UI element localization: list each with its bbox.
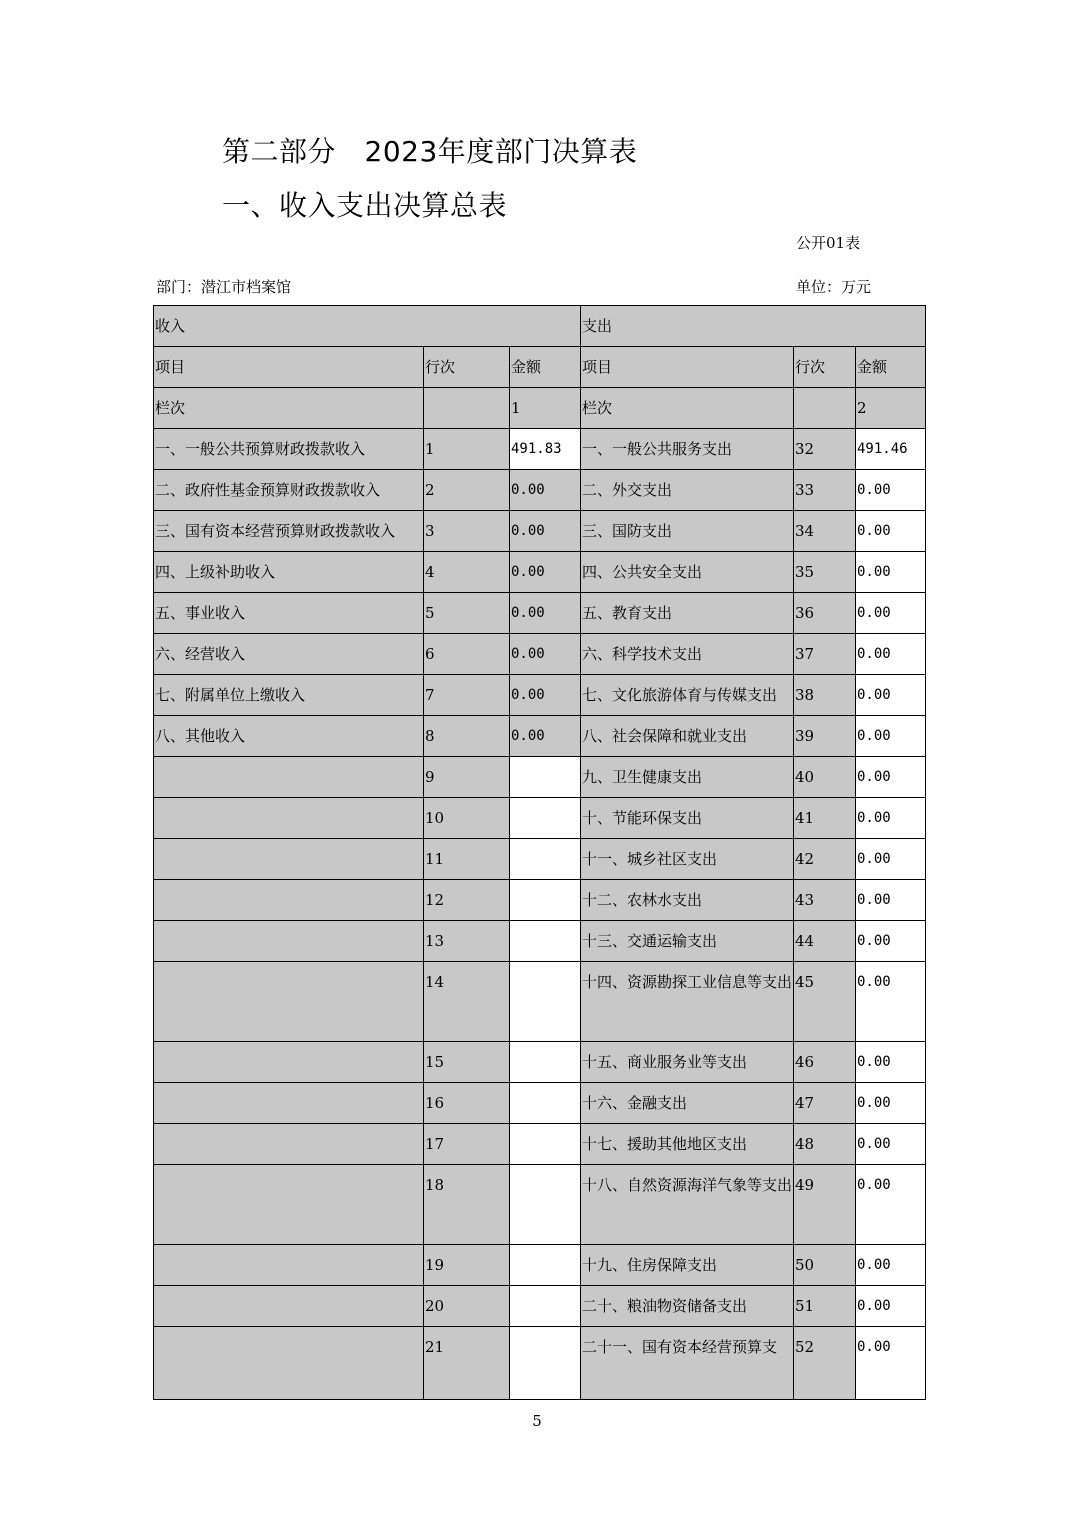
table-row [154, 593, 926, 634]
table-section-header [154, 306, 926, 347]
expense-row-cell: 33 [794, 470, 856, 511]
income-row-cell: 8 [424, 716, 510, 757]
expense-item-cell: 五、教育支出 [581, 593, 794, 634]
table-row [154, 1042, 926, 1083]
income-amount-cell: 0.00 [510, 593, 581, 634]
table-column-header [154, 347, 926, 388]
expense-item-cell: 十一、城乡社区支出 [581, 839, 794, 880]
table-row [154, 921, 926, 962]
expense-amount-cell: 0.00 [856, 880, 926, 921]
expense-item-cell: 十六、金融支出 [581, 1083, 794, 1124]
income-row-cell: 10 [424, 798, 510, 839]
income-amount-cell [510, 880, 581, 921]
table-row [154, 634, 926, 675]
table-row [154, 1083, 926, 1124]
expense-amount-cell: 0.00 [856, 798, 926, 839]
section-title: 一、收入支出决算总表 [222, 189, 508, 222]
table-row [154, 839, 926, 880]
income-amount-cell [510, 962, 581, 1042]
expense-amount-cell: 0.00 [856, 511, 926, 552]
income-amount-cell [510, 1083, 581, 1124]
expense-row-cell: 43 [794, 880, 856, 921]
income-item-cell: 八、其他收入 [154, 716, 424, 757]
income-item-cell [154, 757, 424, 798]
income-row-cell: 20 [424, 1286, 510, 1327]
expense-row-blank [794, 388, 856, 429]
expense-amount-cell: 0.00 [856, 675, 926, 716]
expense-row-cell: 38 [794, 675, 856, 716]
income-amount-cell [510, 1245, 581, 1286]
table-row [154, 1245, 926, 1286]
income-column-number: 1 [510, 388, 581, 429]
expense-item-cell: 九、卫生健康支出 [581, 757, 794, 798]
table-row [154, 511, 926, 552]
income-row-cell: 19 [424, 1245, 510, 1286]
expense-item-cell: 十五、商业服务业等支出 [581, 1042, 794, 1083]
expense-header: 支出 [581, 306, 926, 347]
expense-item-cell: 三、国防支出 [581, 511, 794, 552]
form-number: 公开01表 [796, 234, 861, 252]
table-row [154, 1165, 926, 1245]
expense-column-label: 栏次 [581, 388, 794, 429]
expense-row-cell: 52 [794, 1327, 856, 1400]
page-number: 5 [532, 1412, 542, 1430]
expense-item-cell: 十八、自然资源海洋气象等支出 [581, 1165, 794, 1245]
income-row-cell: 3 [424, 511, 510, 552]
income-item-cell [154, 921, 424, 962]
expense-item-cell: 十四、资源勘探工业信息等支出 [581, 962, 794, 1042]
expense-item-cell: 八、社会保障和就业支出 [581, 716, 794, 757]
table-row [154, 470, 926, 511]
expense-amount-cell: 0.00 [856, 716, 926, 757]
expense-item-cell: 一、一般公共服务支出 [581, 429, 794, 470]
table-row [154, 429, 926, 470]
income-item-header: 项目 [154, 347, 424, 388]
expense-amount-cell: 491.46 [856, 429, 926, 470]
expense-amount-cell: 0.00 [856, 757, 926, 798]
expense-row-cell: 40 [794, 757, 856, 798]
income-amount-header: 金额 [510, 347, 581, 388]
income-item-cell [154, 1165, 424, 1245]
page-title: 第二部分 2023年度部门决算表 [222, 135, 638, 168]
income-item-cell: 二、政府性基金预算财政拨款收入 [154, 470, 424, 511]
income-amount-cell: 0.00 [510, 470, 581, 511]
expense-item-cell: 十九、住房保障支出 [581, 1245, 794, 1286]
expense-row-cell: 47 [794, 1083, 856, 1124]
expense-amount-cell: 0.00 [856, 552, 926, 593]
income-row-cell: 21 [424, 1327, 510, 1400]
income-amount-cell [510, 1165, 581, 1245]
expense-row-cell: 48 [794, 1124, 856, 1165]
income-item-cell: 一、一般公共预算财政拨款收入 [154, 429, 424, 470]
expense-row-cell: 32 [794, 429, 856, 470]
expense-amount-cell: 0.00 [856, 1083, 926, 1124]
income-amount-cell [510, 839, 581, 880]
expense-item-cell: 二十一、国有资本经营预算支 [581, 1327, 794, 1400]
expense-item-cell: 十、节能环保支出 [581, 798, 794, 839]
expense-amount-cell: 0.00 [856, 1042, 926, 1083]
income-amount-cell: 0.00 [510, 675, 581, 716]
income-amount-cell [510, 1124, 581, 1165]
income-row-cell: 9 [424, 757, 510, 798]
expense-amount-cell: 0.00 [856, 1286, 926, 1327]
expense-row-header: 行次 [794, 347, 856, 388]
income-row-cell: 5 [424, 593, 510, 634]
expense-amount-cell: 0.00 [856, 1165, 926, 1245]
table-column-number-row [154, 388, 926, 429]
expense-amount-cell: 0.00 [856, 634, 926, 675]
income-amount-cell: 0.00 [510, 716, 581, 757]
table-row [154, 1124, 926, 1165]
expense-amount-cell: 0.00 [856, 839, 926, 880]
income-item-cell [154, 1245, 424, 1286]
unit-label: 单位：万元 [796, 278, 872, 296]
expense-item-cell: 四、公共安全支出 [581, 552, 794, 593]
income-amount-cell: 0.00 [510, 511, 581, 552]
income-amount-cell: 491.83 [510, 429, 581, 470]
table-row [154, 1327, 926, 1400]
income-row-header: 行次 [424, 347, 510, 388]
table-row [154, 1286, 926, 1327]
expense-item-header: 项目 [581, 347, 794, 388]
income-row-cell: 16 [424, 1083, 510, 1124]
income-row-cell: 1 [424, 429, 510, 470]
table-row [154, 552, 926, 593]
expense-row-cell: 45 [794, 962, 856, 1042]
income-amount-cell [510, 1286, 581, 1327]
expense-amount-cell: 0.00 [856, 921, 926, 962]
income-item-cell [154, 1042, 424, 1083]
expense-row-cell: 34 [794, 511, 856, 552]
income-row-blank [424, 388, 510, 429]
expense-amount-cell: 0.00 [856, 1327, 926, 1400]
income-item-cell [154, 880, 424, 921]
income-amount-cell [510, 798, 581, 839]
expense-row-cell: 51 [794, 1286, 856, 1327]
expense-row-cell: 37 [794, 634, 856, 675]
expense-item-cell: 六、科学技术支出 [581, 634, 794, 675]
income-row-cell: 18 [424, 1165, 510, 1245]
income-item-cell: 四、上级补助收入 [154, 552, 424, 593]
expense-item-cell: 二、外交支出 [581, 470, 794, 511]
income-row-cell: 15 [424, 1042, 510, 1083]
expense-row-cell: 49 [794, 1165, 856, 1245]
income-row-cell: 7 [424, 675, 510, 716]
income-row-cell: 11 [424, 839, 510, 880]
income-header: 收入 [154, 306, 581, 347]
expense-amount-cell: 0.00 [856, 470, 926, 511]
expense-amount-cell: 0.00 [856, 1124, 926, 1165]
table-row [154, 798, 926, 839]
income-item-cell: 六、经营收入 [154, 634, 424, 675]
table-row [154, 716, 926, 757]
income-amount-cell [510, 1042, 581, 1083]
expense-amount-header: 金额 [856, 347, 926, 388]
expense-row-cell: 39 [794, 716, 856, 757]
expense-row-cell: 36 [794, 593, 856, 634]
income-item-cell [154, 1327, 424, 1400]
income-expense-table [153, 305, 926, 1400]
income-item-cell: 三、国有资本经营预算财政拨款收入 [154, 511, 424, 552]
income-row-cell: 2 [424, 470, 510, 511]
income-item-cell [154, 798, 424, 839]
income-item-cell: 五、事业收入 [154, 593, 424, 634]
income-column-label: 栏次 [154, 388, 424, 429]
income-row-cell: 14 [424, 962, 510, 1042]
income-item-cell [154, 839, 424, 880]
income-item-cell [154, 1124, 424, 1165]
income-row-cell: 13 [424, 921, 510, 962]
expense-amount-cell: 0.00 [856, 962, 926, 1042]
income-amount-cell: 0.00 [510, 552, 581, 593]
income-row-cell: 6 [424, 634, 510, 675]
income-amount-cell: 0.00 [510, 634, 581, 675]
expense-row-cell: 41 [794, 798, 856, 839]
expense-item-cell: 七、文化旅游体育与传媒支出 [581, 675, 794, 716]
expense-row-cell: 44 [794, 921, 856, 962]
income-row-cell: 12 [424, 880, 510, 921]
table-row [154, 757, 926, 798]
income-row-cell: 4 [424, 552, 510, 593]
income-row-cell: 17 [424, 1124, 510, 1165]
income-item-cell [154, 1286, 424, 1327]
expense-row-cell: 46 [794, 1042, 856, 1083]
income-amount-cell [510, 921, 581, 962]
table-row [154, 675, 926, 716]
table-row [154, 962, 926, 1042]
expense-column-number: 2 [856, 388, 926, 429]
income-item-cell [154, 1083, 424, 1124]
table-row [154, 880, 926, 921]
expense-row-cell: 50 [794, 1245, 856, 1286]
department-label: 部门：潜江市档案馆 [156, 278, 292, 296]
expense-row-cell: 42 [794, 839, 856, 880]
income-item-cell [154, 962, 424, 1042]
income-item-cell: 七、附属单位上缴收入 [154, 675, 424, 716]
expense-item-cell: 十三、交通运输支出 [581, 921, 794, 962]
expense-item-cell: 十七、援助其他地区支出 [581, 1124, 794, 1165]
income-amount-cell [510, 757, 581, 798]
expense-row-cell: 35 [794, 552, 856, 593]
expense-amount-cell: 0.00 [856, 1245, 926, 1286]
expense-item-cell: 十二、农林水支出 [581, 880, 794, 921]
income-amount-cell [510, 1327, 581, 1400]
expense-item-cell: 二十、粮油物资储备支出 [581, 1286, 794, 1327]
expense-amount-cell: 0.00 [856, 593, 926, 634]
